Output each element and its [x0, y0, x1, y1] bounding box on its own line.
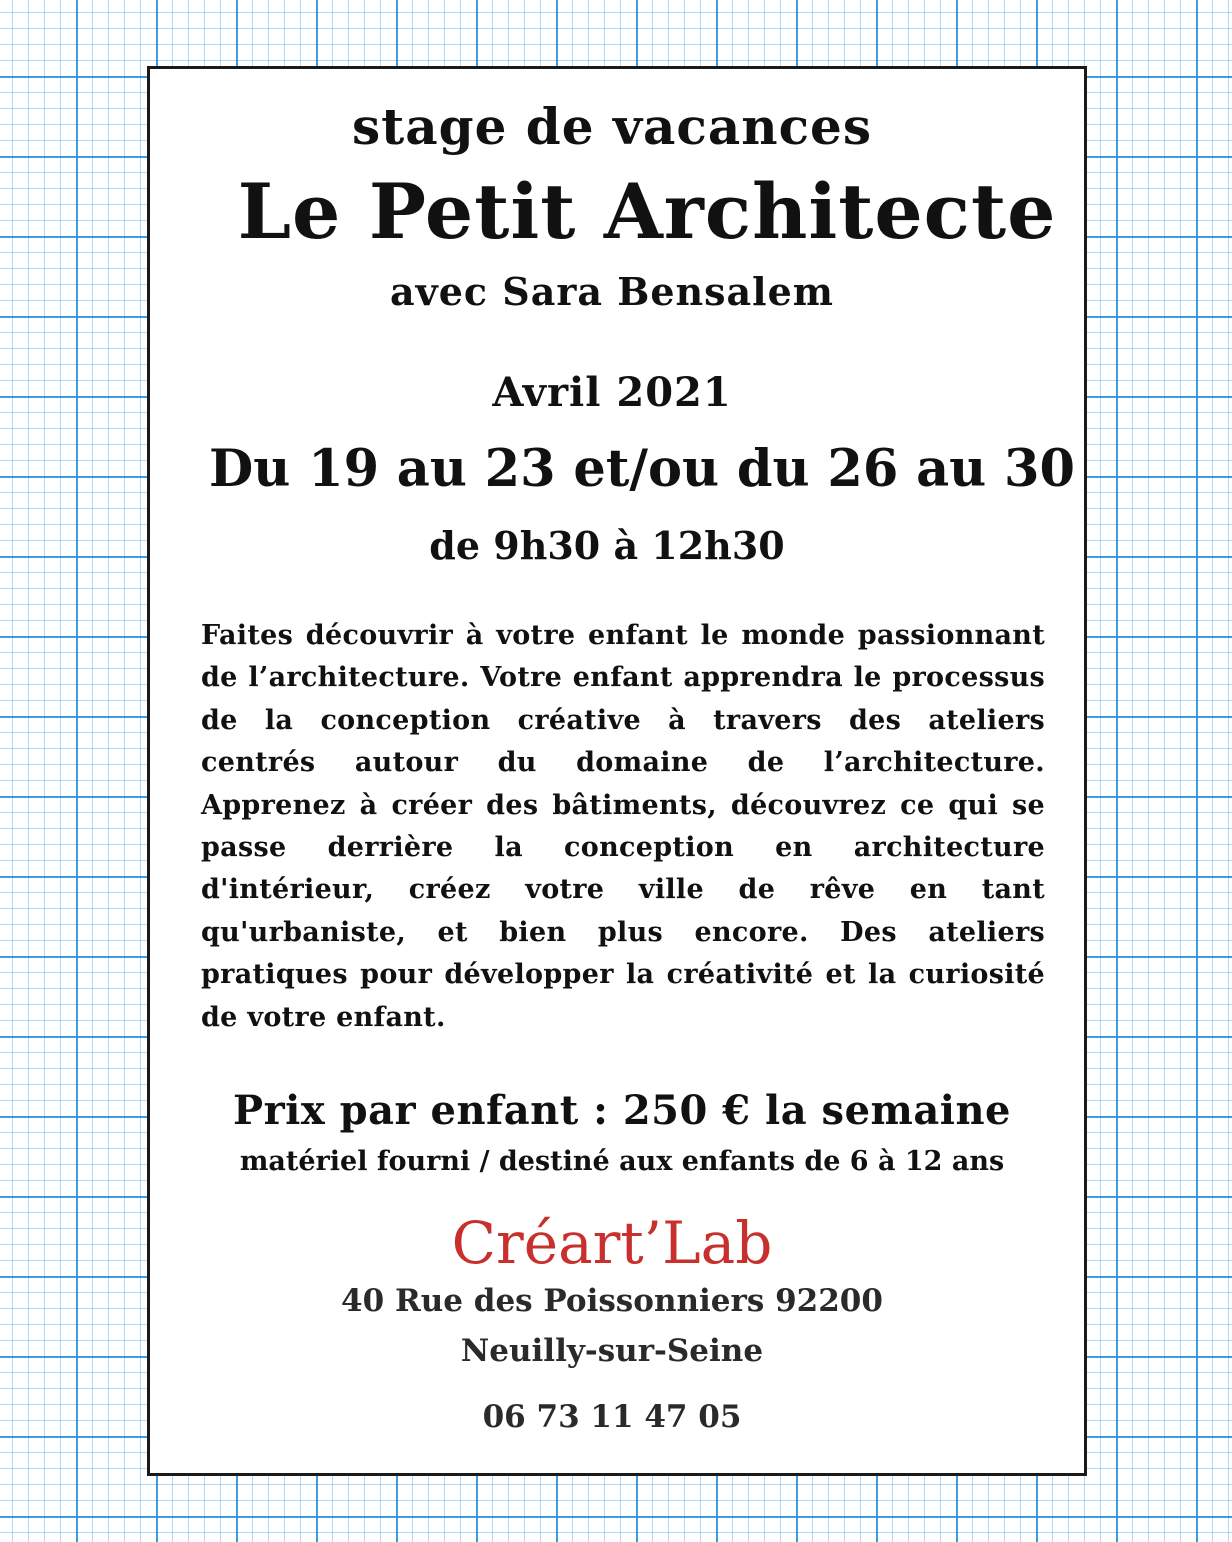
city-text: Neuilly-sur-Seine: [460, 1333, 764, 1369]
dates-text: Du 19 au 23 et/ou du 26 au 30: [209, 439, 1075, 499]
kicker-text: stage de vacances: [351, 97, 873, 156]
phone-number: 06 73 11 47 05: [482, 1399, 742, 1435]
hours-text: de 9h30 à 12h30: [429, 523, 785, 568]
price-text: Prix par enfant : 250 € la semaine: [233, 1087, 1011, 1134]
month-text: Avril 2021: [492, 369, 732, 416]
flyer-title: Le Petit Architecte: [237, 167, 1057, 256]
address-text: 40 Rue des Poissonniers 92200: [341, 1283, 883, 1319]
instructor-text: avec Sara Bensalem: [390, 269, 834, 314]
brand-logo: Créart’Lab: [451, 1209, 773, 1277]
materials-text: matériel fourni / destiné aux enfants de 6 à 12 ans: [239, 1146, 1005, 1177]
flyer-card: [147, 66, 1087, 1476]
description-paragraph: Faites découvrir à votre enfant le monde passionnant de l’architecture. Votre enfant apprendra le processus de la conception créative à travers des ateliers centrés autour du domaine de l’architecture. Apprenez à créer des bâtiments, découvrez ce qui se passe derrière la conception en architecture d'intérieur, créez votre ville de rêve en tant qu'urbaniste, et bien plus encore. Des ateliers pratiques pour développer la créativité et la curiosité de votre enfant.: [201, 620, 1045, 1033]
